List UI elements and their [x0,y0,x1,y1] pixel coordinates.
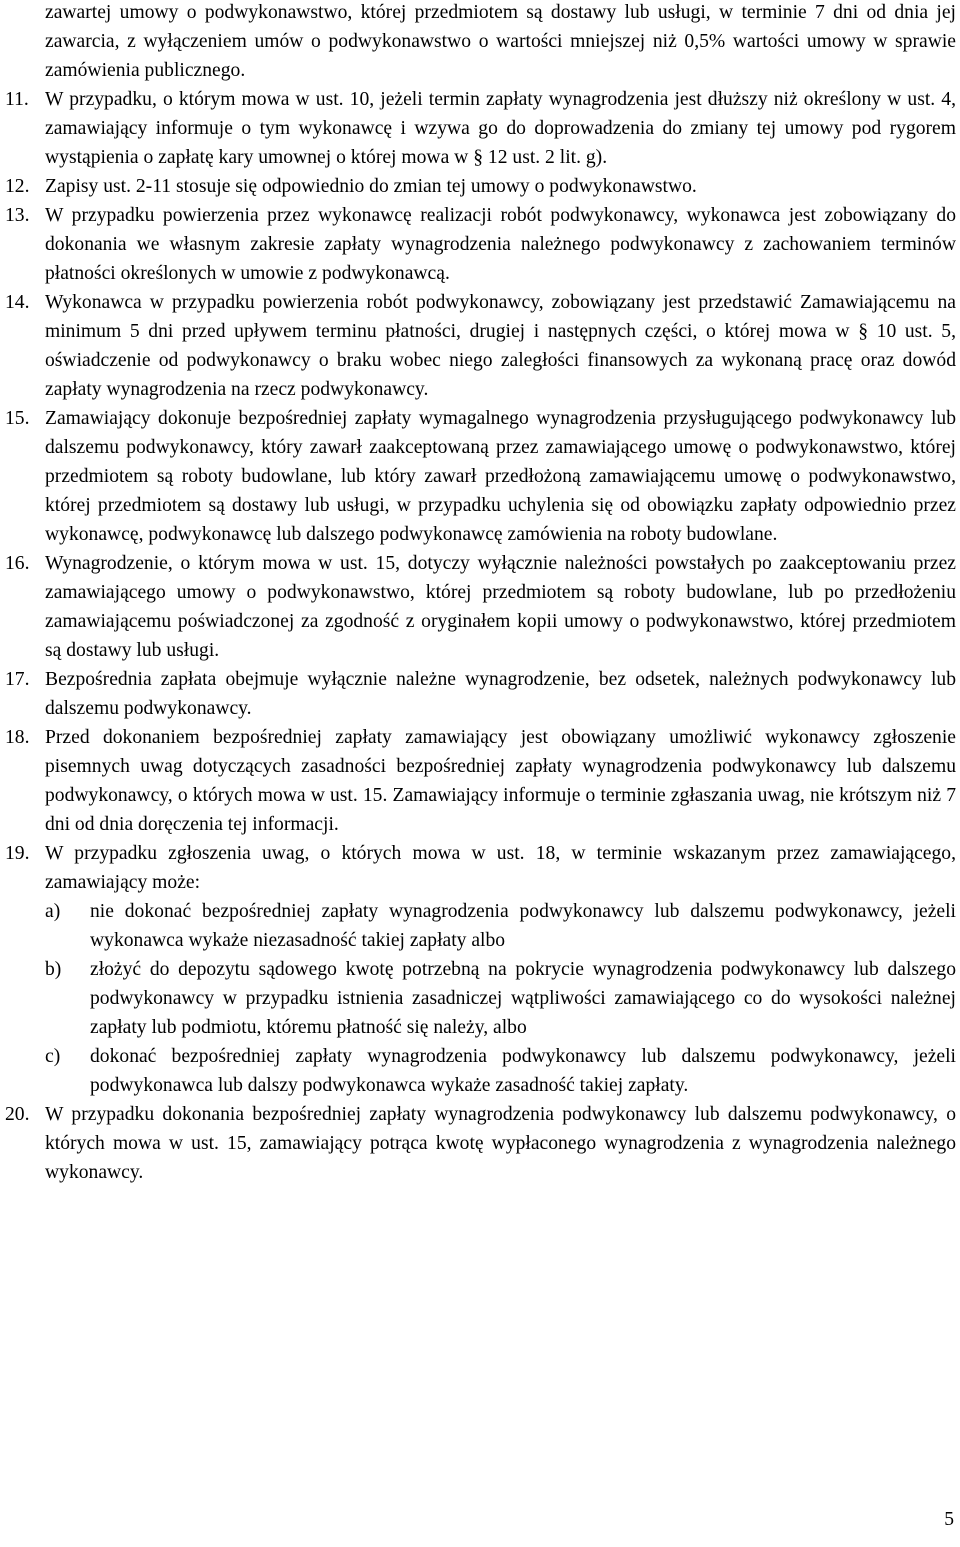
item-number: 16. [5,553,30,574]
list-item-11 [5,85,956,172]
item-number: 12. [5,176,30,197]
item-text: Przed dokonaniem bezpośredniej zapłaty zamawiający jest obowiązany umożliwić wykonawcy zgłoszenie pisemnych uwag dotyczących zasadności bezpośredniej zapłaty wynagrodzenia podwykonawcy lub dalszemu podwykonawcy, o których mowa w ust. 15. Zamawiający informuje o terminie zgłaszania uwag, nie krótszym niż 7 dni od dnia doręczenia tej informacji. [45,727,956,835]
list-item-15 [5,404,956,549]
item-text: W przypadku dokonania bezpośredniej zapłaty wynagrodzenia podwykonawcy lub dalszemu podwykonawcy, o których mowa w ust. 15, zamawiający potrąca kwotę wypłaconego wynagrodzenia z wynagrodzenia należnego wykonawcy. [45,1104,956,1183]
list-item-12 [5,172,956,201]
item-number: 20. [5,1104,30,1125]
item-body [45,839,956,1100]
item-number: 11. [5,89,29,110]
item-text: W przypadku zgłoszenia uwag, o których mowa w ust. 18, w terminie wskazanym przez zamawiającego, zamawiający może: [45,843,956,893]
sub-item-letter: a) [45,901,61,922]
sub-item-letter: b) [45,959,62,980]
item-text: W przypadku powierzenia przez wykonawcę realizacji robót podwykonawcy, wykonawca jest zobowiązany do dokonania we własnym zakresie zapłaty wynagrodzenia należnego podwykonawcy z zachowaniem terminów płatności określonych w umowie z podwykonawcą. [45,205,956,284]
item-number: 15. [5,408,30,429]
list-item-20 [5,1100,956,1187]
item-number: 18. [5,727,30,748]
list-item-17 [5,665,956,723]
sub-item-text: nie dokonać bezpośredniej zapłaty wynagrodzenia podwykonawcy lub dalszemu podwykonawcy, jeżeli wykonawca wykaże niezasadność takiej zapłaty albo [90,901,956,951]
sub-item-c [45,1042,956,1100]
item-text: Zapisy ust. 2-11 stosuje się odpowiednio do zmian tej umowy o podwykonawstwo. [45,176,697,197]
document-body [5,0,956,1187]
sub-item-text: złożyć do depozytu sądowego kwotę potrzebną na pokrycie wynagrodzenia podwykonawcy lub dalszego podwykonawcy w przypadku istnienia zasadniczej wątpliwości zamawiającego co do wysokości należnej zapłaty lub podmiotu, któremu płatność się należy, albo [90,959,956,1038]
item-text: Wykonawca w przypadku powierzenia robót podwykonawcy, zobowiązany jest przedstawić Zamawiającemu na minimum 5 dni przed upływem terminu płatności, drugiej i następnych części, o której mowa w § 10 ust. 5, oświadczenie od podwykonawcy o braku wobec niego zaległości finansowych za wykonaną pracę oraz dowód zapłaty wynagrodzenia na rzecz podwykonawcy. [45,292,956,400]
list-item-19 [5,839,956,1100]
sub-item-letter: c) [45,1046,61,1067]
item-text: Zamawiający dokonuje bezpośredniej zapłaty wymagalnego wynagrodzenia przysługującego podwykonawcy lub dalszemu podwykonawcy, który zawarł zaakceptowaną przez zamawiającego umowę o podwykonawstwo, której przedmiotem są roboty budowlane, lub który zawarł przedłożoną zamawiającemu umowę o podwykonawstwo, której przedmiotem są dostawy lub usługi, w przypadku uchylenia się od obowiązku zapłaty odpowiednio przez wykonawcę, podwykonawcę lub dalszego podwykonawcę zamówienia na roboty budowlane. [45,408,956,545]
item-text: Bezpośrednia zapłata obejmuje wyłącznie należne wynagrodzenie, bez odsetek, należnych podwykonawcy lub dalszemu podwykonawcy. [45,669,956,719]
item-number: 19. [5,843,30,864]
item-text: Wynagrodzenie, o którym mowa w ust. 15, dotyczy wyłącznie należności powstałych po zaakceptowaniu przez zamawiającego umowy o podwykonawstwo, której przedmiotem są roboty budowlane, lub po przedłożeniu zamawiającemu poświadczonej za zgodność z oryginałem kopii umowy o podwykonawstwo, której przedmiotem są dostawy lub usługi. [45,553,956,661]
list-item-18 [5,723,956,839]
sub-item-text: dokonać bezpośredniej zapłaty wynagrodzenia podwykonawcy lub dalszemu podwykonawcy, jeżeli podwykonawca lub dalszy podwykonawca wykaże zasadność takiej zapłaty. [90,1046,956,1096]
list-item-13 [5,201,956,288]
list-item-16 [5,549,956,665]
sub-item-a [45,897,956,955]
sub-item-b [45,955,956,1042]
item-number: 14. [5,292,30,313]
item-text: W przypadku, o którym mowa w ust. 10, jeżeli termin zapłaty wynagrodzenia jest dłuższy niż określony w ust. 4, zamawiający informuje o tym wykonawcę i wzywa go do doprowadzenia do zmiany tej umowy pod rygorem wystąpienia o zapłatę kary umownej o której mowa w § 12 ust. 2 lit. g). [45,89,956,168]
continuation-paragraph: zawartej umowy o podwykonawstwo, której przedmiotem są dostawy lub usługi, w terminie 7 dni od dnia jej zawarcia, z wyłączeniem umów o podwykonawstwo o wartości mniejszej niż 0,5% wartości umowy w sprawie zamówienia publicznego. [45,2,956,81]
item-number: 13. [5,205,30,226]
page-number: 5 [944,1509,954,1530]
item-number: 17. [5,669,30,690]
list-item-14 [5,288,956,404]
